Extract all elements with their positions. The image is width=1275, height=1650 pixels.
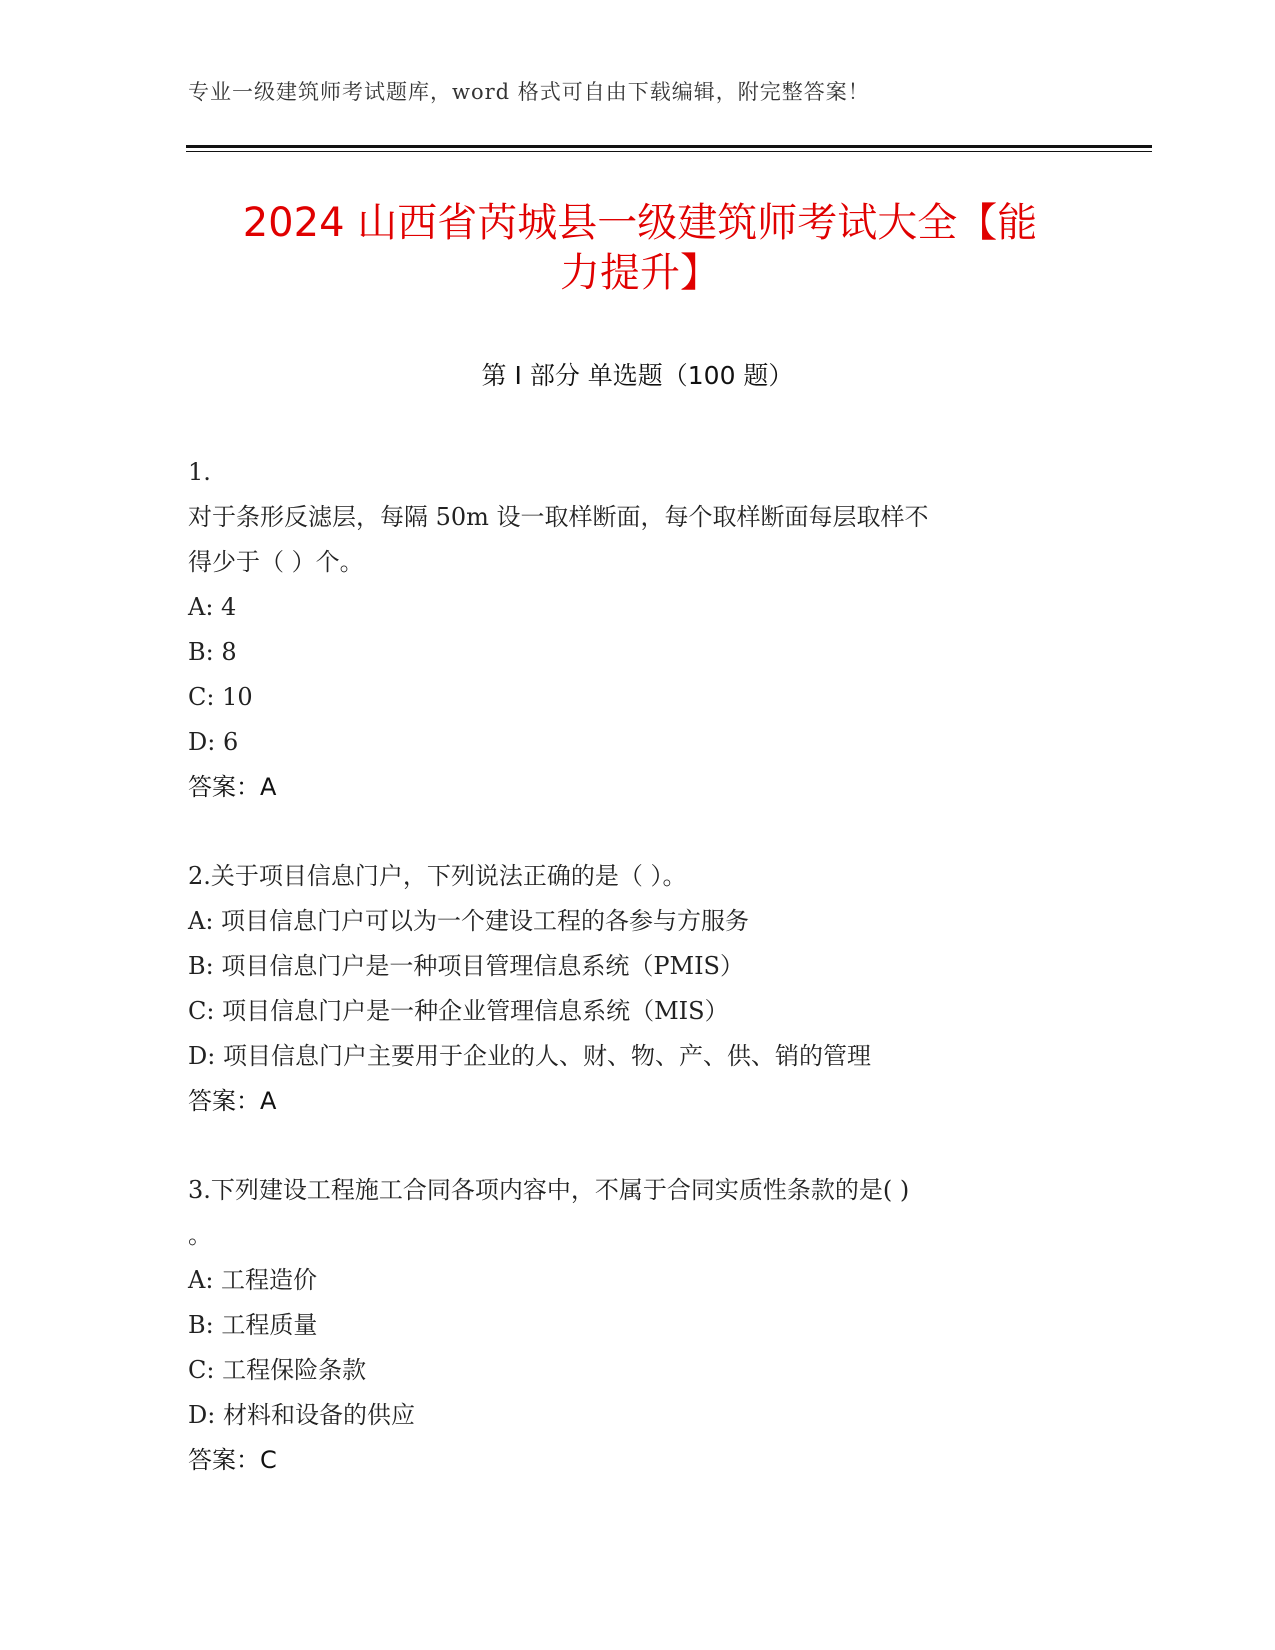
question-3	[188, 1168, 1068, 1483]
option-a: A: 工程造价	[188, 1266, 318, 1294]
question-1	[188, 450, 1068, 810]
question-stem-line: 得少于（ ）个。	[188, 548, 364, 576]
option-a: A: 4	[188, 593, 237, 621]
document-title	[150, 198, 1130, 298]
question-number: 1.	[188, 458, 211, 486]
header-note: 专业一级建筑师考试题库，word 格式可自由下载编辑，附完整答案！	[188, 80, 870, 104]
option-c: C: 工程保险条款	[188, 1356, 367, 1384]
answer-label: 答案：A	[188, 1087, 277, 1115]
option-b: B: 项目信息门户是一种项目管理信息系统（PMIS）	[188, 952, 744, 980]
question-stem-line: 3.下列建设工程施工合同各项内容中，不属于合同实质性条款的是( )	[188, 1176, 910, 1204]
option-b: B: 8	[188, 638, 237, 666]
question-2	[188, 854, 1068, 1124]
option-d: D: 6	[188, 728, 239, 756]
question-list	[188, 450, 1068, 1527]
title-line-2: 力提升】	[560, 250, 720, 296]
answer-label: 答案：A	[188, 773, 277, 801]
answer-label: 答案：C	[188, 1446, 277, 1474]
question-stem-line: 。	[188, 1221, 212, 1249]
option-d: D: 项目信息门户主要用于企业的人、财、物、产、供、销的管理	[188, 1042, 871, 1070]
header-rule-thin	[186, 151, 1152, 152]
option-d: D: 材料和设备的供应	[188, 1401, 415, 1429]
header-rule-thick	[186, 145, 1152, 148]
question-stem-line: 对于条形反滤层，每隔 50m 设一取样断面，每个取样断面每层取样不	[188, 503, 929, 531]
option-c: C: 10	[188, 683, 253, 711]
section-heading: 第 I 部分 单选题（100 题）	[481, 361, 794, 390]
question-stem-line: 2.关于项目信息门户，下列说法正确的是（ ）。	[188, 862, 687, 890]
title-line-1: 2024 山西省芮城县一级建筑师考试大全【能	[242, 200, 1038, 246]
option-b: B: 工程质量	[188, 1311, 318, 1339]
option-a: A: 项目信息门户可以为一个建设工程的各参与方服务	[188, 907, 750, 935]
option-c: C: 项目信息门户是一种企业管理信息系统（MIS）	[188, 997, 729, 1025]
